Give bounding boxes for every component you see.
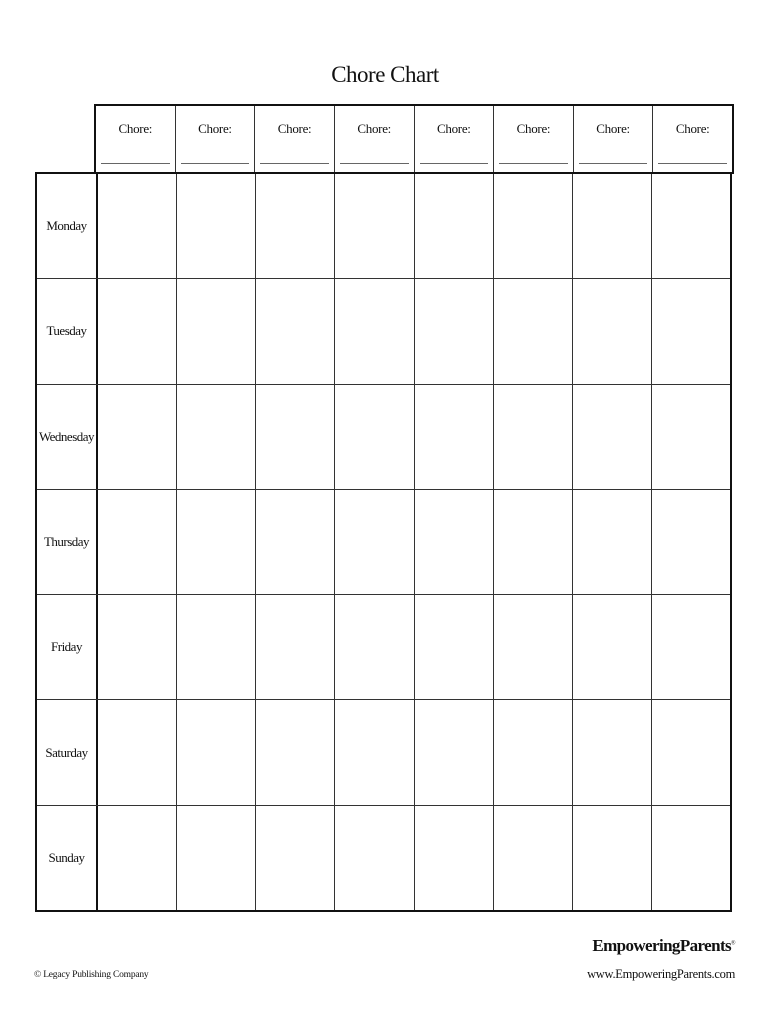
chore-name-line[interactable] [181,163,250,164]
chore-cell[interactable] [652,174,730,278]
brand-name: EmpoweringParents [592,936,732,955]
chore-cell[interactable] [256,806,335,910]
day-label: Friday [37,595,98,699]
chore-cell[interactable] [494,385,573,489]
chore-cell[interactable] [98,700,177,804]
website-url: www.EmpoweringParents.com [587,967,735,981]
chore-cell[interactable] [415,700,494,804]
chore-cell[interactable] [415,174,494,278]
chore-cell[interactable] [573,595,652,699]
chore-cell[interactable] [177,490,256,594]
chore-header-6 [494,106,574,174]
chore-cell[interactable] [256,279,335,383]
chore-label: Chore: [596,121,630,136]
chore-cell[interactable] [256,174,335,278]
chore-cell[interactable] [177,700,256,804]
chore-cell[interactable] [335,174,414,278]
chore-cell[interactable] [98,806,177,910]
chore-cell[interactable] [573,385,652,489]
chore-cell[interactable] [415,806,494,910]
chore-name-line[interactable] [579,163,648,164]
chore-cell[interactable] [335,490,414,594]
chore-cell[interactable] [415,385,494,489]
copyright-text: © Legacy Publishing Company [34,970,149,980]
chore-cell[interactable] [494,174,573,278]
chore-name-line[interactable] [658,163,727,164]
chore-cell[interactable] [652,490,730,594]
chore-cell[interactable] [98,490,177,594]
chore-cell[interactable] [98,385,177,489]
chore-label: Chore: [516,121,551,136]
chore-name-line[interactable] [420,163,489,164]
chore-cell[interactable] [335,385,414,489]
chore-label: Chore: [357,121,391,136]
chore-cell[interactable] [256,700,335,804]
chore-header-5 [415,106,495,174]
chore-grid [35,172,732,912]
day-label: Monday [37,174,98,278]
chore-cell[interactable] [415,595,494,699]
chore-cell[interactable] [652,700,730,804]
page-title: Chore Chart [331,62,439,87]
chore-cell[interactable] [573,806,652,910]
chore-label: Chore: [277,121,312,136]
chore-label: Chore: [118,121,153,136]
chore-header-1 [96,106,176,174]
chore-cell[interactable] [573,490,652,594]
chore-cell[interactable] [256,385,335,489]
chore-name-line[interactable] [101,163,170,164]
day-row-wednesday [37,385,730,490]
chore-label: Chore: [675,121,710,136]
day-row-tuesday [37,279,730,384]
chore-header-4 [335,106,415,174]
chore-label: Chore: [437,121,471,136]
day-label: Tuesday [37,279,98,383]
chore-cell[interactable] [652,806,730,910]
chore-cell[interactable] [652,595,730,699]
registered-mark: ® [731,940,735,947]
day-row-friday [37,595,730,700]
chore-cell[interactable] [415,279,494,383]
chore-header-3 [255,106,335,174]
chore-cell[interactable] [573,279,652,383]
chore-cell[interactable] [494,279,573,383]
chore-cell[interactable] [494,806,573,910]
chore-header-row [94,104,734,174]
day-row-saturday [37,700,730,805]
chore-cell[interactable] [415,490,494,594]
chore-cell[interactable] [98,595,177,699]
chore-cell[interactable] [573,700,652,804]
chore-cell[interactable] [256,595,335,699]
day-label: Saturday [37,700,98,804]
day-label: Wednesday [37,385,98,489]
chore-header-2 [176,106,256,174]
chore-name-line[interactable] [499,163,568,164]
chore-cell[interactable] [177,279,256,383]
chore-cell[interactable] [335,279,414,383]
day-row-thursday [37,490,730,595]
chore-cell[interactable] [177,385,256,489]
day-row-sunday [37,806,730,910]
chore-header-7 [574,106,654,174]
chore-cell[interactable] [652,279,730,383]
chore-cell[interactable] [177,595,256,699]
chore-cell[interactable] [652,385,730,489]
chore-name-line[interactable] [340,163,409,164]
chore-cell[interactable] [98,174,177,278]
chore-cell[interactable] [177,806,256,910]
chore-cell[interactable] [335,595,414,699]
day-label: Sunday [37,806,98,910]
chore-cell[interactable] [494,700,573,804]
chore-cell[interactable] [335,700,414,804]
chore-cell[interactable] [494,595,573,699]
chore-cell[interactable] [573,174,652,278]
chore-label: Chore: [198,121,232,136]
chore-name-line[interactable] [260,163,329,164]
chore-cell[interactable] [256,490,335,594]
chore-cell[interactable] [177,174,256,278]
chore-header-8 [653,106,732,174]
day-label: Thursday [37,490,98,594]
brand-logo [592,936,735,956]
chore-cell[interactable] [335,806,414,910]
chore-cell[interactable] [98,279,177,383]
day-row-monday [37,174,730,279]
chore-cell[interactable] [494,490,573,594]
